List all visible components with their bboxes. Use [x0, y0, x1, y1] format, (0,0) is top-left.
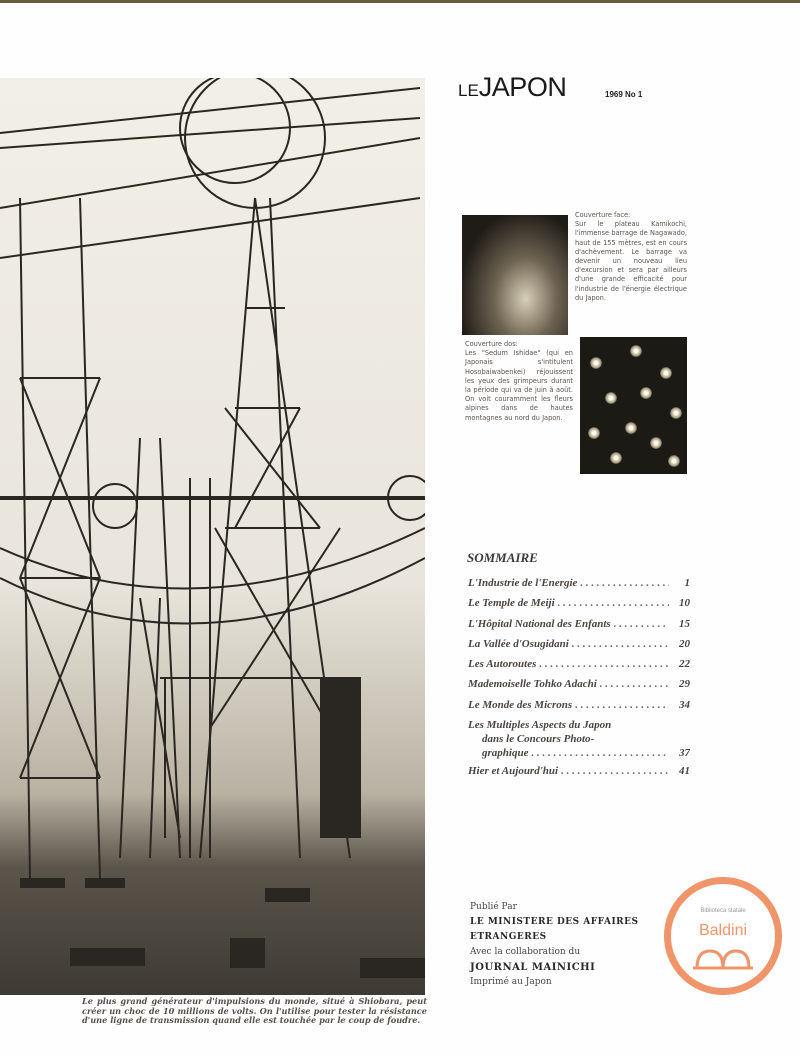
toc-item[interactable] — [468, 761, 690, 781]
toc-item[interactable] — [468, 695, 690, 715]
toc-label: Mademoiselle Tohko Adachi — [468, 678, 597, 691]
toc-item[interactable] — [468, 654, 690, 674]
toc-item-multiline[interactable] — [468, 715, 690, 761]
stamp-small-text: Biblioteca statale — [700, 908, 746, 914]
toc-item[interactable] — [468, 573, 690, 593]
toc-label-line1: Les Multiples Aspects du Japon — [468, 719, 612, 732]
toc-label: L'Industrie de l'Energie — [468, 577, 578, 589]
toc-label-line3: graphique — [482, 747, 529, 760]
title-main: JAPON — [478, 72, 567, 102]
book-icon — [693, 948, 753, 970]
toc-page: 15 — [679, 617, 690, 630]
toc-page: 29 — [679, 678, 690, 691]
published-by: Publié Par — [470, 902, 517, 912]
toc-item[interactable] — [468, 674, 690, 694]
toc-page: 1 — [684, 577, 690, 589]
ministry-line1: LE MINISTERE DES AFFAIRES — [470, 917, 639, 927]
cover-back-body: Les "Sedum Ishidae" (qui en Japonais s'intitulent Hosobaiwabenkei) réjouissent les yeux des grimpeurs durant la période qui va de juin à août. On voit couramment les fleurs alpines dans de hautes montagnes au nord du Japon. — [465, 349, 573, 422]
library-stamp — [664, 877, 782, 995]
stamp-name: Baldini — [698, 922, 748, 939]
toc-page: 37 — [679, 747, 690, 760]
cover-front-text — [575, 211, 687, 303]
toc-page: 22 — [679, 658, 690, 671]
publisher-info — [470, 900, 639, 990]
cover-front-body: Sur le plateau Kamikochi, l'immense barrage de Nagawado, haut de 155 mètres, est en cours d'achèvement. Le barrage va devenir un nouveau lieu d'excursion et sera par ailleurs d'une grande efficacité pour l'industrie de l'énergie électrique du Japon. — [575, 220, 687, 302]
cover-front-heading: Couverture face: — [575, 211, 631, 219]
tower-illustration — [0, 78, 425, 995]
cover-back-heading: Couverture dos: — [465, 340, 518, 348]
collaboration: Avec la collaboration du — [470, 947, 581, 957]
photo-caption: Le plus grand générateur d'impulsions du monde, situé à Shiobara, peut créer un choc de 10 millions de volts. On l'utilise pour tester la résistance d'une ligne de transmission quand elle est touchée par le coup de foudre. — [82, 996, 427, 1025]
toc-label-line2: dans le Concours Photo- — [482, 733, 595, 746]
sommaire-heading: SOMMAIRE — [467, 550, 538, 565]
toc-label: Le Monde des Microns — [468, 698, 573, 711]
cover-back-text — [465, 340, 573, 423]
toc-item[interactable] — [468, 593, 690, 613]
toc-label: L'Hôpital National des Enfants — [468, 617, 611, 630]
toc-page: 20 — [679, 637, 690, 650]
toc-label: La Vallée d'Osugidani — [468, 637, 569, 650]
toc-item[interactable] — [468, 634, 690, 654]
ministry-line2: ETRANGERES — [470, 932, 547, 942]
journal-name: JOURNAL MAINICHI — [470, 962, 596, 973]
page-edge — [0, 0, 800, 3]
title-prefix: LE — [458, 81, 479, 100]
printed-in: Imprimé au Japon — [470, 977, 552, 987]
toc-label: Les Autoroutes — [468, 658, 537, 671]
toc-page: 34 — [679, 698, 690, 711]
toc-page: 10 — [679, 597, 690, 610]
toc-label: Le Temple de Meiji — [468, 597, 555, 610]
power-tower-photo — [0, 78, 425, 995]
toc-item[interactable] — [468, 614, 690, 634]
table-of-contents — [468, 573, 690, 781]
toc-page: 41 — [679, 765, 690, 778]
front-cover-dam-photo — [462, 215, 568, 335]
magazine-title — [458, 72, 566, 103]
issue-number: 1969 No 1 — [605, 90, 643, 99]
back-cover-flowers-photo — [580, 337, 687, 474]
toc-label: Hier et Aujourd'hui — [468, 765, 559, 778]
